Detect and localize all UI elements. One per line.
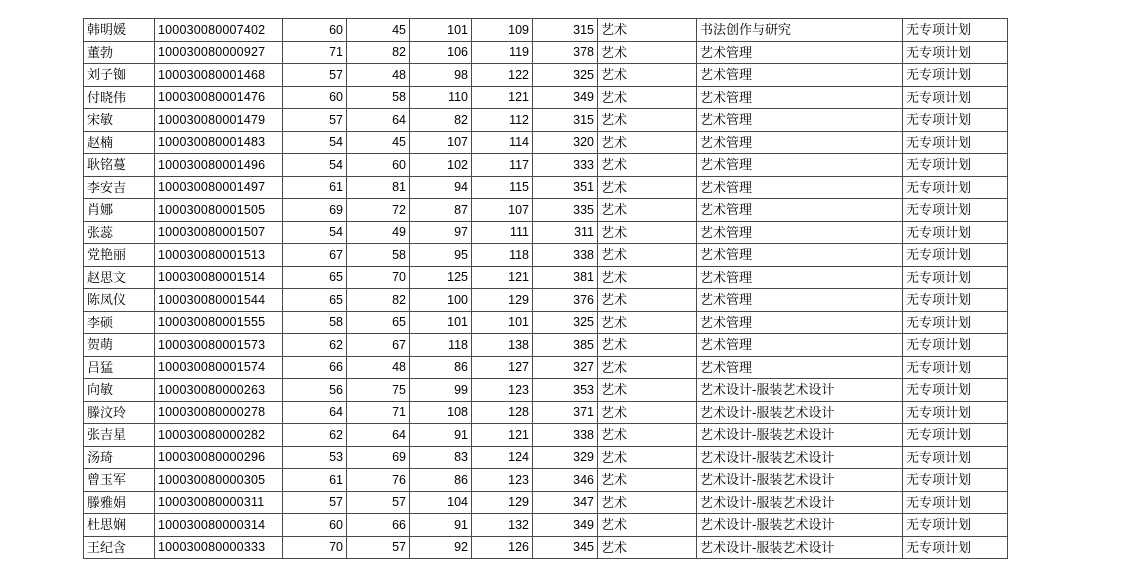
cell-score-4: 126 xyxy=(472,536,533,559)
cell-score-2: 49 xyxy=(347,221,410,244)
cell-total-score: 351 xyxy=(533,176,598,199)
cell-candidate-id: 100030080001483 xyxy=(155,131,283,154)
cell-total-score: 371 xyxy=(533,401,598,424)
cell-score-2: 48 xyxy=(347,356,410,379)
cell-score-1: 70 xyxy=(283,536,347,559)
cell-score-4: 114 xyxy=(472,131,533,154)
cell-score-2: 72 xyxy=(347,199,410,222)
cell-major: 艺术管理 xyxy=(697,109,903,132)
cell-score-3: 86 xyxy=(410,469,472,492)
cell-candidate-name: 赵楠 xyxy=(84,131,155,154)
cell-score-1: 60 xyxy=(283,86,347,109)
cell-score-1: 57 xyxy=(283,64,347,87)
cell-score-3: 87 xyxy=(410,199,472,222)
cell-candidate-name: 滕雅娟 xyxy=(84,491,155,514)
cell-major: 艺术设计-服装艺术设计 xyxy=(697,379,903,402)
cell-score-2: 60 xyxy=(347,154,410,177)
cell-candidate-name: 曾玉军 xyxy=(84,469,155,492)
cell-candidate-id: 100030080001479 xyxy=(155,109,283,132)
cell-degree-category: 艺术 xyxy=(598,86,697,109)
cell-candidate-id: 100030080001507 xyxy=(155,221,283,244)
table-row xyxy=(84,266,1008,289)
cell-score-3: 97 xyxy=(410,221,472,244)
cell-score-2: 67 xyxy=(347,334,410,357)
cell-score-1: 60 xyxy=(283,19,347,42)
cell-score-3: 118 xyxy=(410,334,472,357)
cell-candidate-id: 100030080001468 xyxy=(155,64,283,87)
cell-score-2: 57 xyxy=(347,491,410,514)
cell-special-plan: 无专项计划 xyxy=(903,154,1008,177)
cell-candidate-id: 100030080000314 xyxy=(155,514,283,537)
cell-score-1: 65 xyxy=(283,289,347,312)
cell-candidate-id: 100030080000333 xyxy=(155,536,283,559)
cell-degree-category: 艺术 xyxy=(598,109,697,132)
cell-score-2: 71 xyxy=(347,401,410,424)
cell-special-plan: 无专项计划 xyxy=(903,131,1008,154)
table-row xyxy=(84,334,1008,357)
cell-degree-category: 艺术 xyxy=(598,514,697,537)
cell-degree-category: 艺术 xyxy=(598,424,697,447)
cell-score-4: 132 xyxy=(472,514,533,537)
cell-score-1: 53 xyxy=(283,446,347,469)
cell-candidate-id: 100030080000278 xyxy=(155,401,283,424)
cell-score-3: 108 xyxy=(410,401,472,424)
cell-total-score: 325 xyxy=(533,311,598,334)
cell-score-1: 66 xyxy=(283,356,347,379)
cell-candidate-name: 吕猛 xyxy=(84,356,155,379)
cell-total-score: 315 xyxy=(533,19,598,42)
cell-candidate-id: 100030080001514 xyxy=(155,266,283,289)
cell-candidate-id: 100030080000296 xyxy=(155,446,283,469)
cell-score-1: 60 xyxy=(283,514,347,537)
cell-score-4: 117 xyxy=(472,154,533,177)
cell-score-4: 118 xyxy=(472,244,533,267)
cell-degree-category: 艺术 xyxy=(598,199,697,222)
cell-degree-category: 艺术 xyxy=(598,64,697,87)
cell-total-score: 349 xyxy=(533,514,598,537)
cell-score-1: 65 xyxy=(283,266,347,289)
cell-total-score: 381 xyxy=(533,266,598,289)
cell-score-3: 102 xyxy=(410,154,472,177)
cell-major: 艺术管理 xyxy=(697,221,903,244)
cell-score-3: 98 xyxy=(410,64,472,87)
table-row xyxy=(84,41,1008,64)
cell-score-3: 107 xyxy=(410,131,472,154)
cell-degree-category: 艺术 xyxy=(598,176,697,199)
cell-score-4: 124 xyxy=(472,446,533,469)
cell-score-4: 123 xyxy=(472,379,533,402)
cell-special-plan: 无专项计划 xyxy=(903,244,1008,267)
cell-major: 艺术管理 xyxy=(697,41,903,64)
cell-candidate-id: 100030080001544 xyxy=(155,289,283,312)
cell-major: 艺术设计-服装艺术设计 xyxy=(697,491,903,514)
cell-major: 书法创作与研究 xyxy=(697,19,903,42)
table-row xyxy=(84,221,1008,244)
cell-major: 艺术设计-服装艺术设计 xyxy=(697,446,903,469)
cell-candidate-name: 耿铭蔓 xyxy=(84,154,155,177)
cell-total-score: 385 xyxy=(533,334,598,357)
cell-total-score: 378 xyxy=(533,41,598,64)
cell-degree-category: 艺术 xyxy=(598,289,697,312)
cell-score-3: 94 xyxy=(410,176,472,199)
cell-major: 艺术管理 xyxy=(697,266,903,289)
cell-special-plan: 无专项计划 xyxy=(903,491,1008,514)
table-row xyxy=(84,154,1008,177)
cell-candidate-id: 100030080001496 xyxy=(155,154,283,177)
cell-special-plan: 无专项计划 xyxy=(903,334,1008,357)
cell-major: 艺术设计-服装艺术设计 xyxy=(697,514,903,537)
cell-score-4: 112 xyxy=(472,109,533,132)
cell-score-4: 101 xyxy=(472,311,533,334)
cell-score-1: 67 xyxy=(283,244,347,267)
cell-special-plan: 无专项计划 xyxy=(903,109,1008,132)
cell-special-plan: 无专项计划 xyxy=(903,221,1008,244)
cell-score-1: 62 xyxy=(283,424,347,447)
cell-degree-category: 艺术 xyxy=(598,131,697,154)
table-row xyxy=(84,176,1008,199)
cell-special-plan: 无专项计划 xyxy=(903,379,1008,402)
cell-degree-category: 艺术 xyxy=(598,491,697,514)
cell-score-3: 92 xyxy=(410,536,472,559)
cell-score-4: 138 xyxy=(472,334,533,357)
cell-score-4: 119 xyxy=(472,41,533,64)
cell-score-1: 61 xyxy=(283,469,347,492)
table-row xyxy=(84,86,1008,109)
cell-special-plan: 无专项计划 xyxy=(903,401,1008,424)
table-row xyxy=(84,131,1008,154)
cell-candidate-name: 汤琦 xyxy=(84,446,155,469)
cell-candidate-name: 党艳丽 xyxy=(84,244,155,267)
cell-score-4: 115 xyxy=(472,176,533,199)
cell-score-1: 54 xyxy=(283,154,347,177)
cell-total-score: 349 xyxy=(533,86,598,109)
table-body xyxy=(84,19,1008,559)
cell-candidate-id: 100030080007402 xyxy=(155,19,283,42)
cell-score-1: 56 xyxy=(283,379,347,402)
cell-total-score: 329 xyxy=(533,446,598,469)
table-row xyxy=(84,244,1008,267)
cell-major: 艺术管理 xyxy=(697,289,903,312)
cell-score-1: 57 xyxy=(283,109,347,132)
cell-candidate-name: 付晓伟 xyxy=(84,86,155,109)
table-row xyxy=(84,446,1008,469)
cell-score-1: 64 xyxy=(283,401,347,424)
cell-candidate-name: 张吉星 xyxy=(84,424,155,447)
cell-degree-category: 艺术 xyxy=(598,356,697,379)
cell-major: 艺术设计-服装艺术设计 xyxy=(697,469,903,492)
cell-special-plan: 无专项计划 xyxy=(903,41,1008,64)
cell-score-4: 127 xyxy=(472,356,533,379)
cell-special-plan: 无专项计划 xyxy=(903,311,1008,334)
table-row xyxy=(84,469,1008,492)
cell-degree-category: 艺术 xyxy=(598,19,697,42)
table-row xyxy=(84,401,1008,424)
cell-candidate-id: 100030080000263 xyxy=(155,379,283,402)
cell-candidate-name: 王纪含 xyxy=(84,536,155,559)
cell-score-2: 69 xyxy=(347,446,410,469)
cell-total-score: 333 xyxy=(533,154,598,177)
cell-candidate-name: 贺萌 xyxy=(84,334,155,357)
table-row xyxy=(84,536,1008,559)
cell-score-3: 83 xyxy=(410,446,472,469)
cell-degree-category: 艺术 xyxy=(598,266,697,289)
cell-score-3: 125 xyxy=(410,266,472,289)
table-row xyxy=(84,424,1008,447)
cell-total-score: 315 xyxy=(533,109,598,132)
cell-major: 艺术管理 xyxy=(697,176,903,199)
cell-special-plan: 无专项计划 xyxy=(903,176,1008,199)
cell-candidate-name: 董勃 xyxy=(84,41,155,64)
cell-degree-category: 艺术 xyxy=(598,154,697,177)
cell-score-2: 76 xyxy=(347,469,410,492)
cell-score-2: 45 xyxy=(347,131,410,154)
cell-score-3: 86 xyxy=(410,356,472,379)
cell-score-3: 91 xyxy=(410,514,472,537)
cell-major: 艺术管理 xyxy=(697,356,903,379)
cell-candidate-name: 滕汶玲 xyxy=(84,401,155,424)
cell-major: 艺术管理 xyxy=(697,154,903,177)
cell-special-plan: 无专项计划 xyxy=(903,19,1008,42)
cell-candidate-id: 100030080001574 xyxy=(155,356,283,379)
cell-score-4: 111 xyxy=(472,221,533,244)
cell-special-plan: 无专项计划 xyxy=(903,446,1008,469)
cell-score-3: 106 xyxy=(410,41,472,64)
cell-major: 艺术管理 xyxy=(697,64,903,87)
cell-candidate-id: 100030080000282 xyxy=(155,424,283,447)
table-row xyxy=(84,19,1008,42)
cell-degree-category: 艺术 xyxy=(598,334,697,357)
table-row xyxy=(84,514,1008,537)
cell-score-2: 58 xyxy=(347,244,410,267)
cell-candidate-id: 100030080001476 xyxy=(155,86,283,109)
cell-candidate-name: 宋敏 xyxy=(84,109,155,132)
table-row xyxy=(84,64,1008,87)
cell-special-plan: 无专项计划 xyxy=(903,469,1008,492)
cell-score-3: 82 xyxy=(410,109,472,132)
cell-score-1: 54 xyxy=(283,221,347,244)
table-row xyxy=(84,491,1008,514)
cell-total-score: 338 xyxy=(533,424,598,447)
cell-score-2: 75 xyxy=(347,379,410,402)
cell-special-plan: 无专项计划 xyxy=(903,199,1008,222)
cell-score-2: 82 xyxy=(347,41,410,64)
cell-score-3: 104 xyxy=(410,491,472,514)
table-row xyxy=(84,379,1008,402)
cell-score-3: 100 xyxy=(410,289,472,312)
cell-score-4: 122 xyxy=(472,64,533,87)
cell-degree-category: 艺术 xyxy=(598,401,697,424)
cell-score-2: 58 xyxy=(347,86,410,109)
cell-candidate-name: 张蕊 xyxy=(84,221,155,244)
cell-candidate-id: 100030080001573 xyxy=(155,334,283,357)
cell-special-plan: 无专项计划 xyxy=(903,424,1008,447)
cell-candidate-id: 100030080000305 xyxy=(155,469,283,492)
cell-special-plan: 无专项计划 xyxy=(903,266,1008,289)
cell-candidate-name: 赵思文 xyxy=(84,266,155,289)
cell-candidate-id: 100030080001505 xyxy=(155,199,283,222)
cell-total-score: 311 xyxy=(533,221,598,244)
cell-score-4: 107 xyxy=(472,199,533,222)
cell-total-score: 325 xyxy=(533,64,598,87)
cell-degree-category: 艺术 xyxy=(598,244,697,267)
cell-special-plan: 无专项计划 xyxy=(903,289,1008,312)
cell-total-score: 353 xyxy=(533,379,598,402)
cell-score-2: 48 xyxy=(347,64,410,87)
cell-candidate-id: 100030080000927 xyxy=(155,41,283,64)
cell-total-score: 346 xyxy=(533,469,598,492)
cell-total-score: 338 xyxy=(533,244,598,267)
cell-degree-category: 艺术 xyxy=(598,311,697,334)
cell-score-1: 71 xyxy=(283,41,347,64)
cell-score-1: 69 xyxy=(283,199,347,222)
cell-candidate-name: 杜思娴 xyxy=(84,514,155,537)
cell-score-3: 95 xyxy=(410,244,472,267)
cell-score-4: 109 xyxy=(472,19,533,42)
cell-score-2: 64 xyxy=(347,109,410,132)
cell-special-plan: 无专项计划 xyxy=(903,64,1008,87)
cell-score-2: 64 xyxy=(347,424,410,447)
cell-total-score: 320 xyxy=(533,131,598,154)
cell-candidate-name: 向敏 xyxy=(84,379,155,402)
cell-total-score: 376 xyxy=(533,289,598,312)
cell-score-2: 66 xyxy=(347,514,410,537)
cell-major: 艺术管理 xyxy=(697,131,903,154)
cell-candidate-id: 100030080001555 xyxy=(155,311,283,334)
cell-candidate-id: 100030080001513 xyxy=(155,244,283,267)
cell-degree-category: 艺术 xyxy=(598,446,697,469)
cell-score-4: 121 xyxy=(472,424,533,447)
cell-major: 艺术设计-服装艺术设计 xyxy=(697,536,903,559)
cell-total-score: 347 xyxy=(533,491,598,514)
cell-score-2: 82 xyxy=(347,289,410,312)
cell-score-2: 57 xyxy=(347,536,410,559)
table-row xyxy=(84,311,1008,334)
admission-score-table xyxy=(83,18,1008,559)
cell-candidate-name: 肖娜 xyxy=(84,199,155,222)
cell-score-3: 101 xyxy=(410,19,472,42)
cell-major: 艺术管理 xyxy=(697,199,903,222)
table-row xyxy=(84,199,1008,222)
cell-score-3: 99 xyxy=(410,379,472,402)
cell-special-plan: 无专项计划 xyxy=(903,514,1008,537)
cell-degree-category: 艺术 xyxy=(598,41,697,64)
cell-candidate-name: 陈凤仪 xyxy=(84,289,155,312)
table-row xyxy=(84,289,1008,312)
cell-major: 艺术设计-服装艺术设计 xyxy=(697,401,903,424)
cell-special-plan: 无专项计划 xyxy=(903,356,1008,379)
cell-score-4: 123 xyxy=(472,469,533,492)
cell-score-4: 121 xyxy=(472,86,533,109)
cell-score-2: 45 xyxy=(347,19,410,42)
cell-major: 艺术管理 xyxy=(697,334,903,357)
cell-score-2: 70 xyxy=(347,266,410,289)
cell-major: 艺术设计-服装艺术设计 xyxy=(697,424,903,447)
cell-special-plan: 无专项计划 xyxy=(903,536,1008,559)
cell-special-plan: 无专项计划 xyxy=(903,86,1008,109)
cell-total-score: 335 xyxy=(533,199,598,222)
cell-candidate-id: 100030080000311 xyxy=(155,491,283,514)
cell-score-3: 91 xyxy=(410,424,472,447)
table-row xyxy=(84,356,1008,379)
cell-score-2: 65 xyxy=(347,311,410,334)
cell-score-3: 110 xyxy=(410,86,472,109)
cell-candidate-name: 李安吉 xyxy=(84,176,155,199)
cell-score-1: 61 xyxy=(283,176,347,199)
cell-score-3: 101 xyxy=(410,311,472,334)
cell-score-1: 57 xyxy=(283,491,347,514)
cell-score-1: 62 xyxy=(283,334,347,357)
cell-score-4: 121 xyxy=(472,266,533,289)
cell-score-1: 58 xyxy=(283,311,347,334)
cell-score-4: 129 xyxy=(472,491,533,514)
cell-score-4: 128 xyxy=(472,401,533,424)
cell-candidate-id: 100030080001497 xyxy=(155,176,283,199)
cell-total-score: 345 xyxy=(533,536,598,559)
cell-major: 艺术管理 xyxy=(697,244,903,267)
cell-degree-category: 艺术 xyxy=(598,221,697,244)
cell-major: 艺术管理 xyxy=(697,311,903,334)
cell-score-4: 129 xyxy=(472,289,533,312)
cell-degree-category: 艺术 xyxy=(598,379,697,402)
cell-candidate-name: 刘子铷 xyxy=(84,64,155,87)
cell-total-score: 327 xyxy=(533,356,598,379)
cell-candidate-name: 韩明媛 xyxy=(84,19,155,42)
cell-degree-category: 艺术 xyxy=(598,469,697,492)
cell-score-1: 54 xyxy=(283,131,347,154)
cell-candidate-name: 李硕 xyxy=(84,311,155,334)
cell-degree-category: 艺术 xyxy=(598,536,697,559)
cell-major: 艺术管理 xyxy=(697,86,903,109)
table-row xyxy=(84,109,1008,132)
cell-score-2: 81 xyxy=(347,176,410,199)
